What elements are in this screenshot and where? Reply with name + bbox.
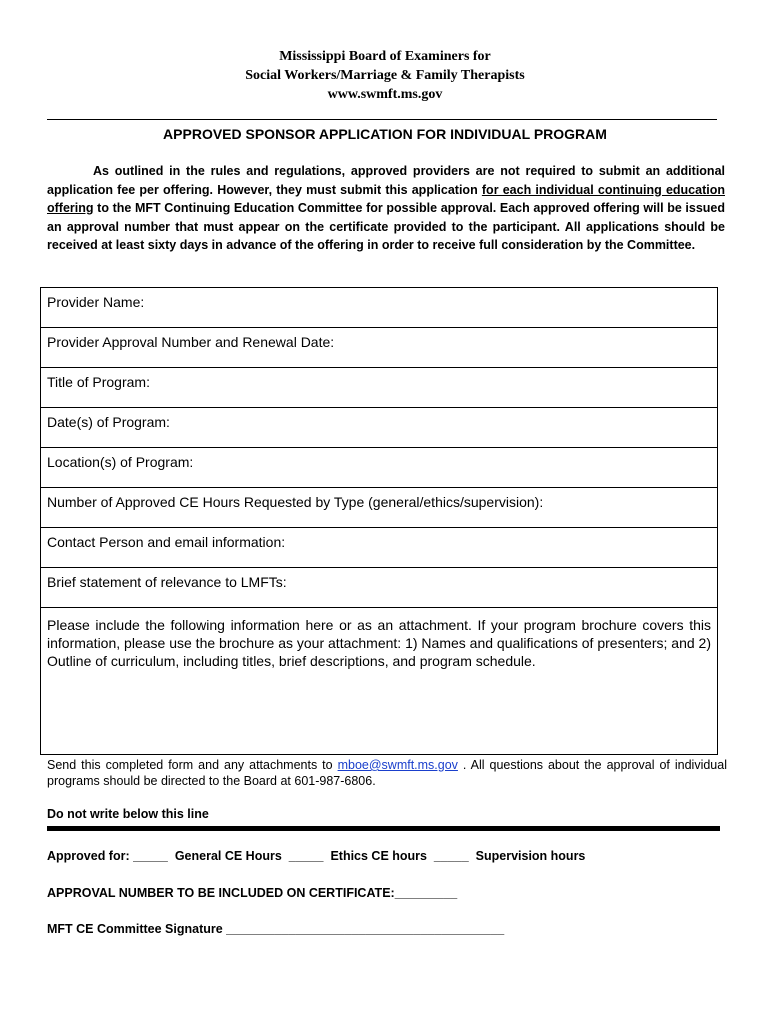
attachment-info-field[interactable]: Please include the following information here or as an attachment. If your program brochure covers this information, please use the brochure as your attachment: 1) Names and qualifications of presenters; and 2) Outline of curriculum, including titles, brief descriptions, and program schedule. [47, 617, 711, 669]
program-title-field[interactable]: Title of Program: [41, 368, 717, 408]
application-form [40, 287, 718, 755]
page-title: APPROVED SPONSOR APPLICATION FOR INDIVIDUAL PROGRAM [163, 126, 607, 142]
email-link[interactable]: mboe@swmft.ms.gov [337, 758, 458, 772]
program-dates-field[interactable]: Date(s) of Program: [41, 408, 717, 448]
approved-for-line: Approved for: _____ General CE Hours _____ Ethics CE hours _____ Supervision hours [47, 849, 586, 863]
intro-paragraph [47, 162, 725, 255]
provider-approval-field[interactable]: Provider Approval Number and Renewal Date: [41, 328, 717, 368]
ce-hours-field[interactable]: Number of Approved CE Hours Requested by Type (general/ethics/supervision): [41, 488, 717, 528]
send-text-before: Send this completed form and any attachments to [47, 758, 338, 772]
send-instructions [47, 757, 727, 789]
header-divider [47, 119, 717, 120]
do-not-write-label: Do not write below this line [47, 807, 209, 821]
signature-line: MFT CE Committee Signature ________________________________________ [47, 922, 505, 936]
relevance-field[interactable]: Brief statement of relevance to LMFTs: [41, 568, 717, 608]
program-locations-field[interactable]: Location(s) of Program: [41, 448, 717, 488]
board-subtitle: Social Workers/Marriage & Family Therapists [245, 68, 525, 83]
intro-text-1: As outlined in the rules and regulations, approved providers are not required to submit an additional application fee per offering. However, they must submit this application [47, 164, 725, 197]
intro-text-2: to the MFT Continuing Education Committee for possible approval. Each approved offering will be issued an approval number that must appear on the certificate provided to the participant. All applications should be received at least sixty days in advance of the offering in order to receive full consideration by the Committee. [47, 201, 725, 252]
board-website: www.swmft.ms.gov [327, 87, 443, 102]
document-header [0, 47, 770, 104]
office-use-divider [47, 826, 720, 831]
contact-field[interactable]: Contact Person and email information: [41, 528, 717, 568]
intro-underlined: for each individual continuing education offering [47, 182, 725, 215]
board-name: Mississippi Board of Examiners for [279, 49, 491, 64]
provider-name-field[interactable]: Provider Name: [41, 288, 717, 328]
send-text-after: . All questions about the approval of individual programs should be directed to the Board at 601-987-6806. [47, 758, 727, 788]
approval-number-line: APPROVAL NUMBER TO BE INCLUDED ON CERTIFICATE:_________ [47, 886, 458, 900]
